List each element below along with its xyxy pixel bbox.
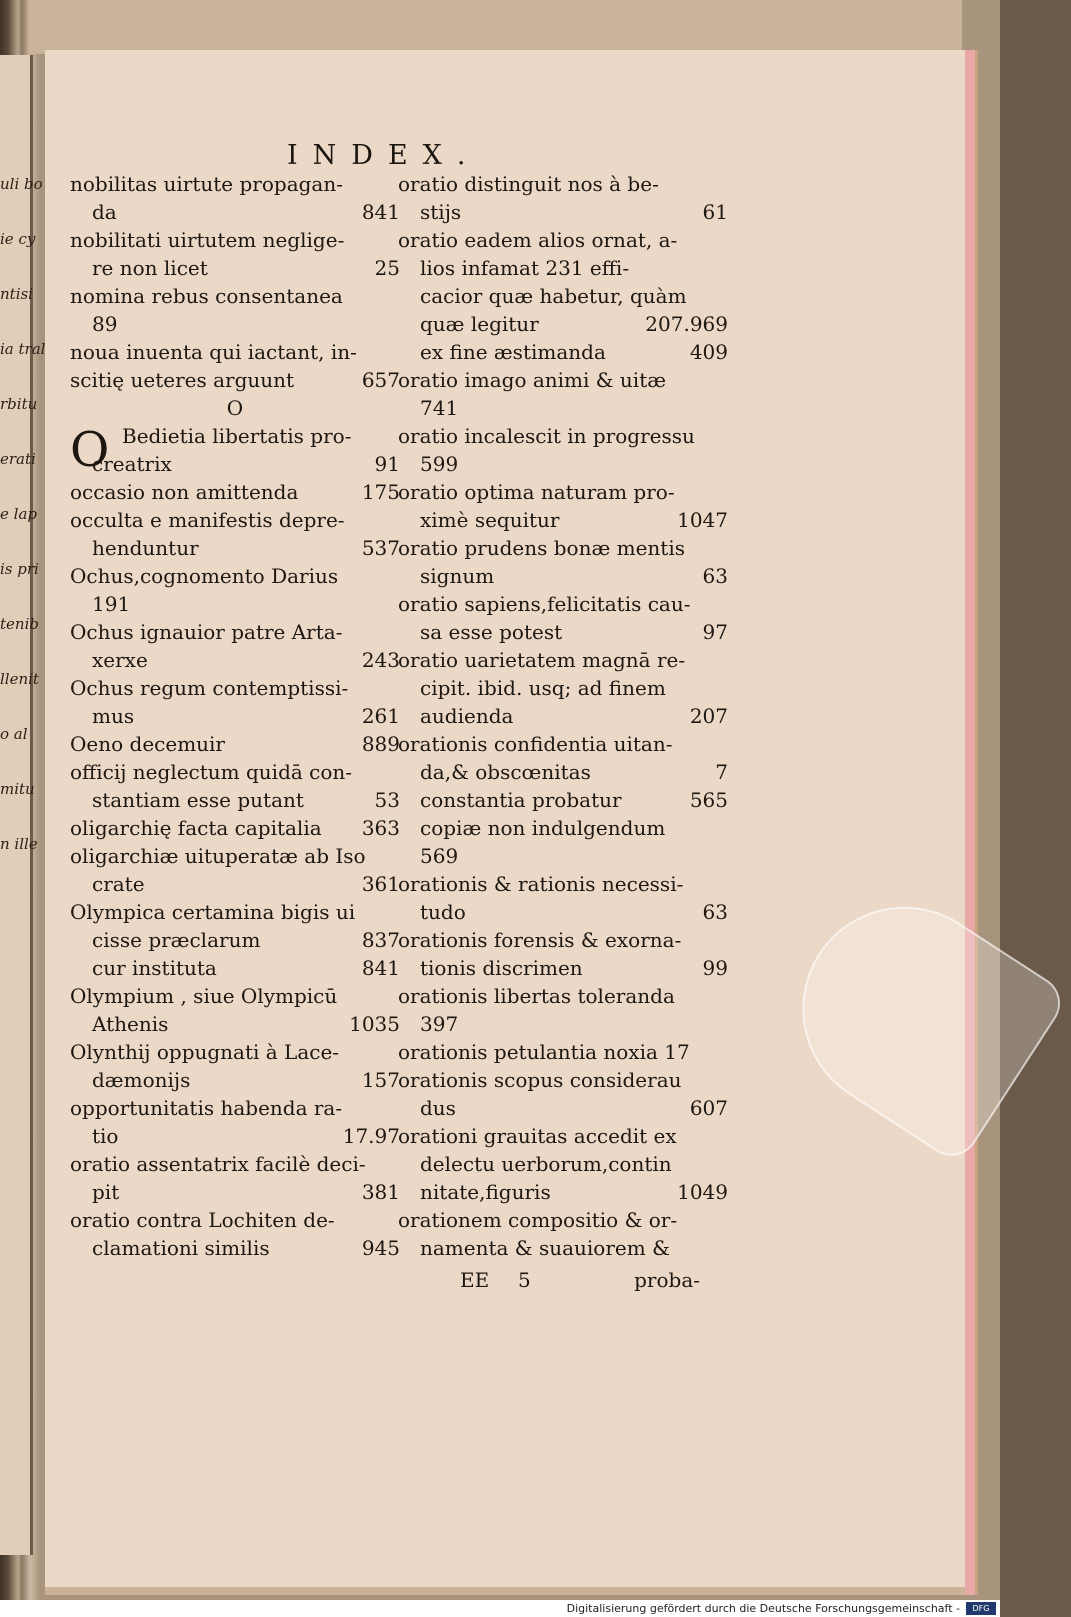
index-entry xyxy=(398,1234,728,1262)
index-entry xyxy=(70,450,400,478)
entry-text: stantiam esse putant xyxy=(92,788,304,812)
entry-text: cur instituta xyxy=(92,956,217,980)
entry-text: Bedietia libertatis pro- xyxy=(122,424,352,448)
page-reference: 61 xyxy=(702,200,728,224)
entry-text: orationis petulantia noxia 17 xyxy=(398,1040,690,1064)
entry-text: orationis scopus considerau xyxy=(398,1068,682,1092)
page-reference: 17.97 xyxy=(342,1124,400,1148)
index-entry xyxy=(398,954,728,982)
entry-text: pit xyxy=(92,1180,120,1204)
index-entry xyxy=(398,870,728,898)
entry-text: oratio distinguit nos à be- xyxy=(398,172,659,196)
index-entry xyxy=(70,1094,400,1122)
index-entry xyxy=(398,590,728,618)
page-reference: 363 xyxy=(361,816,400,840)
entry-text: oratio sapiens,felicitatis cau- xyxy=(398,592,691,616)
entry-text: xerxe xyxy=(92,648,148,672)
entry-text: nobilitati uirtutem neglige- xyxy=(70,228,345,252)
index-entry xyxy=(398,198,728,226)
index-entry xyxy=(70,1150,400,1178)
index-entry xyxy=(398,534,728,562)
page-reference: 657 xyxy=(361,368,400,392)
page-reference: 945 xyxy=(361,1236,400,1260)
entry-text: orationis confidentia uitan- xyxy=(398,732,673,756)
entry-text: 569 xyxy=(420,844,459,868)
index-column-right xyxy=(398,170,728,1262)
index-entry xyxy=(398,1206,728,1234)
index-entry xyxy=(398,926,728,954)
entry-text: 191 xyxy=(92,592,131,616)
entry-text: clamationi similis xyxy=(92,1236,270,1260)
index-entry xyxy=(70,506,400,534)
index-entry xyxy=(398,674,728,702)
index-entry xyxy=(70,618,400,646)
index-entry xyxy=(70,338,400,366)
facing-page-fragment: ntisi xyxy=(0,285,33,303)
entry-text: occulta e manifestis depre- xyxy=(70,508,345,532)
entry-text: officij neglectum quidā con- xyxy=(70,760,353,784)
entry-text: orationis & rationis necessi- xyxy=(398,872,684,896)
page-reference: 889 xyxy=(361,732,400,756)
page-reference: 243 xyxy=(361,648,400,672)
page-reference: 841 xyxy=(361,956,400,980)
entry-text: ximè sequitur xyxy=(420,508,560,532)
entry-text: crate xyxy=(92,872,145,896)
index-entry xyxy=(70,1206,400,1234)
index-entry xyxy=(70,814,400,842)
page-footer xyxy=(460,1268,700,1298)
entry-text: tionis discrimen xyxy=(420,956,583,980)
entry-text: tudo xyxy=(420,900,466,924)
index-entry xyxy=(398,1178,728,1206)
page-reference: 7 xyxy=(715,760,728,784)
entry-text: copiæ non indulgendum xyxy=(420,816,666,840)
entry-text: oratio uarietatem magnā re- xyxy=(398,648,686,672)
digitization-credit xyxy=(0,1600,1000,1617)
index-entry xyxy=(70,926,400,954)
index-entry xyxy=(70,1038,400,1066)
entry-text: stijs xyxy=(420,200,462,224)
page-reference: 63 xyxy=(702,900,728,924)
index-entry xyxy=(398,730,728,758)
index-entry xyxy=(70,674,400,702)
facing-page-fragment: ie cy xyxy=(0,230,36,248)
entry-text: orationis forensis & exorna- xyxy=(398,928,682,952)
page-reference: 91 xyxy=(374,452,400,476)
facing-page-fragment: tenib xyxy=(0,615,39,633)
entry-text: Olympica certamina bigis ui xyxy=(70,900,356,924)
entry-text: occasio non amittenda xyxy=(70,480,299,504)
index-entry xyxy=(398,814,728,842)
page-reference: 63 xyxy=(702,564,728,588)
index-entry xyxy=(398,1150,728,1178)
index-entry xyxy=(70,842,400,870)
entry-text: audienda xyxy=(420,704,514,728)
index-entry xyxy=(70,1178,400,1206)
entry-text: Athenis xyxy=(92,1012,169,1036)
index-entry xyxy=(70,954,400,982)
entry-text: O xyxy=(226,396,244,420)
facing-page-fragment: llenit xyxy=(0,670,39,688)
page-reference: 99 xyxy=(702,956,728,980)
index-entry xyxy=(70,310,400,338)
index-entry xyxy=(398,254,728,282)
facing-page-fragment: is pri xyxy=(0,560,39,578)
entry-text: scitię ueteres arguunt xyxy=(70,368,295,392)
entry-text: nomina rebus consentanea xyxy=(70,284,343,308)
page-reference: 409 xyxy=(689,340,728,364)
index-entry xyxy=(70,1122,400,1150)
entry-text: opportunitatis habenda ra- xyxy=(70,1096,343,1120)
entry-text: orationi grauitas accedit ex xyxy=(398,1124,677,1148)
index-entry xyxy=(398,226,728,254)
section-letter xyxy=(70,394,400,422)
index-entry xyxy=(398,506,728,534)
entry-text: oratio contra Lochiten de- xyxy=(70,1208,335,1232)
entry-text: re non licet xyxy=(92,256,208,280)
index-entry xyxy=(70,870,400,898)
facing-page-fragment: uli bo xyxy=(0,175,43,193)
index-column-left xyxy=(70,170,400,1262)
index-entry xyxy=(70,1234,400,1262)
dfg-logo-icon: DFG xyxy=(966,1602,996,1615)
entry-text: 89 xyxy=(92,312,118,336)
index-entry xyxy=(70,170,400,198)
entry-text: oratio assentatrix facilè deci- xyxy=(70,1152,366,1176)
entry-text: nobilitas uirtute propagan- xyxy=(70,172,343,196)
page-reference: 1049 xyxy=(677,1180,728,1204)
page-reference: 565 xyxy=(689,788,728,812)
page-reference: 207.969 xyxy=(645,312,728,336)
entry-text: sa esse potest xyxy=(420,620,563,644)
entry-text: Ochus,cognomento Darius xyxy=(70,564,339,588)
entry-text: da,& obscœnitas xyxy=(420,760,591,784)
entry-text: cipit. ibid. usq; ad finem xyxy=(420,676,666,700)
entry-text: oligarchię facta capitalia xyxy=(70,816,322,840)
index-entry xyxy=(70,282,400,310)
index-entry xyxy=(398,338,728,366)
entry-text: oratio imago animi & uitæ xyxy=(398,368,667,392)
page-reference: 53 xyxy=(374,788,400,812)
entry-text: cacior quæ habetur, quàm xyxy=(420,284,687,308)
index-entry xyxy=(398,394,728,422)
index-entry xyxy=(398,702,728,730)
entry-text: orationem compositio & or- xyxy=(398,1208,678,1232)
index-entry xyxy=(70,562,400,590)
index-entry xyxy=(70,758,400,786)
index-entry xyxy=(70,590,400,618)
signature-mark: EE xyxy=(460,1268,490,1292)
index-entry xyxy=(398,282,728,310)
entry-text: signum xyxy=(420,564,495,588)
index-entry xyxy=(398,758,728,786)
index-entry xyxy=(70,226,400,254)
index-entry xyxy=(398,1010,728,1038)
entry-text: namenta & suauiorem & xyxy=(420,1236,670,1260)
entry-text: ex fine æstimanda xyxy=(420,340,606,364)
page-top-edge xyxy=(28,0,962,54)
entry-text: dæmonijs xyxy=(92,1068,191,1092)
entry-text: Olynthij oppugnati à Lace- xyxy=(70,1040,340,1064)
entry-text: constantia probatur xyxy=(420,788,622,812)
entry-text: delectu uerborum,contin xyxy=(420,1152,672,1176)
facing-page-fragment: ia tral xyxy=(0,340,46,358)
running-head: INDEX. xyxy=(287,140,481,171)
index-entry xyxy=(70,786,400,814)
page-reference: 175 xyxy=(361,480,400,504)
page-reference: 537 xyxy=(361,536,400,560)
page-reference: 1047 xyxy=(677,508,728,532)
entry-text: mus xyxy=(92,704,135,728)
index-entry xyxy=(70,702,400,730)
index-entry xyxy=(398,562,728,590)
index-entry xyxy=(70,982,400,1010)
entry-text: tio xyxy=(92,1124,119,1148)
entry-text: oratio incalescit in progressu xyxy=(398,424,695,448)
entry-text: cisse præclarum xyxy=(92,928,261,952)
index-entry xyxy=(398,478,728,506)
entry-text: 741 xyxy=(420,396,459,420)
page-reference: 157 xyxy=(361,1068,400,1092)
index-entry xyxy=(70,1010,400,1038)
index-entry xyxy=(398,1094,728,1122)
entry-text: nitate,figuris xyxy=(420,1180,551,1204)
index-entry xyxy=(398,422,728,450)
index-entry xyxy=(398,1038,728,1066)
index-entry xyxy=(398,1066,728,1094)
page-reference: 261 xyxy=(361,704,400,728)
facing-page-fragment: rbitu xyxy=(0,395,38,413)
entry-text: noua inuenta qui iactant, in- xyxy=(70,340,357,364)
catchword: proba- xyxy=(634,1268,700,1292)
index-entry xyxy=(70,1066,400,1094)
facing-page-fragment: o al xyxy=(0,725,28,743)
entry-text: oligarchiæ uituperatæ ab Iso xyxy=(70,844,366,868)
index-entry xyxy=(70,366,400,394)
index-entry xyxy=(398,842,728,870)
index-entry xyxy=(398,898,728,926)
page-reference: 837 xyxy=(361,928,400,952)
credit-text: Digitalisierung gefördert durch die Deutsche Forschungsgemeinschaft - xyxy=(566,1602,960,1615)
page-reference: 607 xyxy=(689,1096,728,1120)
facing-page-fragment: e lap xyxy=(0,505,37,523)
index-entry xyxy=(70,898,400,926)
index-entry xyxy=(70,534,400,562)
entry-text: da xyxy=(92,200,117,224)
entry-text: lios infamat 231 effi- xyxy=(420,256,630,280)
index-entry xyxy=(70,478,400,506)
signature-number: 5 xyxy=(518,1268,531,1292)
entry-text: oratio prudens bonæ mentis xyxy=(398,536,686,560)
page-reference: 25 xyxy=(374,256,400,280)
facing-page-fragment: erati xyxy=(0,450,36,468)
index-entry xyxy=(70,198,400,226)
entry-text: 397 xyxy=(420,1012,459,1036)
page-reference: 381 xyxy=(361,1180,400,1204)
index-entry xyxy=(398,310,728,338)
page-reference: 97 xyxy=(702,620,728,644)
page-reference: 841 xyxy=(361,200,400,224)
index-entry xyxy=(70,646,400,674)
index-entry xyxy=(398,982,728,1010)
entry-text: quæ legitur xyxy=(420,312,539,336)
facing-page-fragment: mitu xyxy=(0,780,35,798)
entry-text: Ochus regum contemptissi- xyxy=(70,676,349,700)
index-entry xyxy=(398,1122,728,1150)
entry-text: oratio eadem alios ornat, a- xyxy=(398,228,678,252)
entry-text: oratio optima naturam pro- xyxy=(398,480,675,504)
entry-text: Ochus ignauior patre Arta- xyxy=(70,620,343,644)
entry-text: Olympium , siue Olympicū xyxy=(70,984,338,1008)
index-entry xyxy=(398,366,728,394)
entry-text: orationis libertas toleranda xyxy=(398,984,675,1008)
index-entry xyxy=(398,618,728,646)
entry-text: Oeno decemuir xyxy=(70,732,225,756)
page-reference: 1035 xyxy=(349,1012,400,1036)
drop-cap: O xyxy=(70,422,110,478)
page-reference: 361 xyxy=(361,872,400,896)
index-entry xyxy=(398,786,728,814)
entry-text: 599 xyxy=(420,452,459,476)
index-entry xyxy=(398,450,728,478)
index-entry xyxy=(70,730,400,758)
index-entry xyxy=(398,170,728,198)
index-entry xyxy=(70,254,400,282)
index-entry xyxy=(398,646,728,674)
facing-page-fragment: n ille xyxy=(0,835,38,853)
facing-page-edge xyxy=(0,55,46,1555)
entry-text: henduntur xyxy=(92,536,199,560)
entry-text: dus xyxy=(420,1096,456,1120)
page-reference: 207 xyxy=(689,704,728,728)
entry-text: creatrix xyxy=(92,452,172,476)
